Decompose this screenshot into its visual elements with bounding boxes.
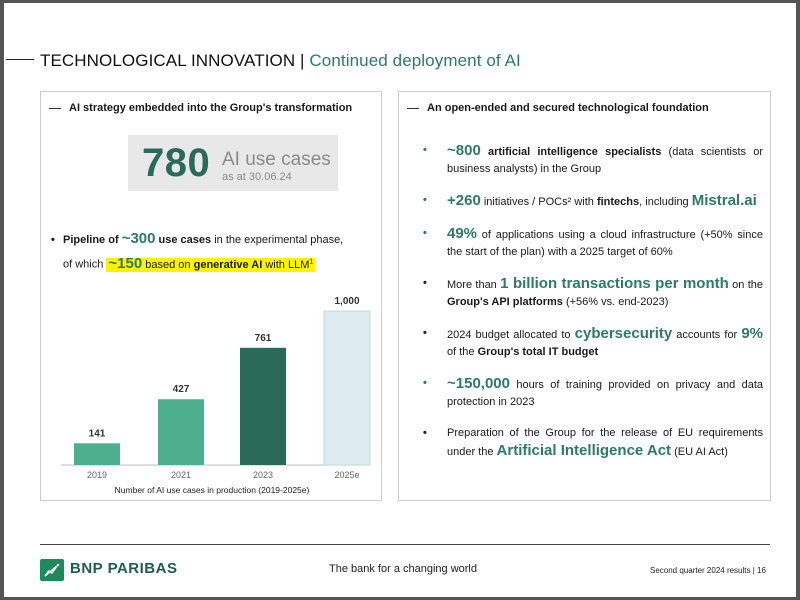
- brand-name: BNP PARIBAS: [70, 560, 178, 577]
- data-label-2019: 141: [88, 428, 106, 440]
- stat-text: hours of training provided on privacy and data protection in 2023: [447, 379, 763, 408]
- bnp-logo-icon: [40, 559, 64, 581]
- data-label-2025e: 1,000: [334, 296, 360, 307]
- pipeline-p3: in the experimental phase,: [214, 234, 344, 246]
- pipeline-p4: of which: [63, 258, 104, 271]
- pipeline-n2: ~150: [108, 254, 143, 272]
- x-tick-2025e: 2025e: [334, 470, 360, 480]
- stat-value: 49%: [447, 225, 478, 242]
- use-cases-chart: [41, 282, 383, 502]
- stat-text-3: of the: [447, 346, 475, 358]
- pipeline-p5: based on: [145, 258, 191, 271]
- data-label-2023: 761: [254, 332, 272, 344]
- bar-2023: [240, 348, 286, 465]
- bullet-eu-ai-act: [419, 425, 763, 461]
- page-title: [40, 51, 521, 71]
- bullet-ai-specialists: [419, 142, 763, 178]
- slide: [4, 3, 796, 597]
- kpi-box: [128, 135, 338, 191]
- bullet-dot: •: [423, 377, 427, 389]
- footer-rule: [40, 544, 770, 545]
- x-tick-2021: 2021: [170, 470, 192, 480]
- x-tick-2019: 2019: [86, 470, 108, 480]
- stat-value: +260: [447, 192, 481, 209]
- kpi-value: 780: [142, 141, 211, 185]
- bullet-cybersecurity: [419, 325, 763, 361]
- pipeline-sup: 1: [309, 258, 314, 265]
- title-main: TECHNOLOGICAL INNOVATION |: [40, 51, 305, 70]
- stat-value: ~800: [447, 142, 481, 159]
- tech-foundation-panel: [398, 91, 771, 501]
- stat-bold: fintechs: [596, 196, 640, 208]
- bullet-dot: •: [423, 227, 427, 239]
- bullet-dot: •: [423, 277, 427, 289]
- pipeline-p7: with LLM: [265, 258, 310, 271]
- foundation-bullets: [419, 142, 763, 461]
- stat-value-2: 9%: [741, 325, 763, 342]
- bullet-dot: •: [423, 144, 427, 156]
- bullet-dot: •: [51, 234, 55, 246]
- title-sub: Continued deployment of AI: [309, 51, 521, 70]
- x-tick-2023: 2023: [252, 470, 274, 480]
- bar-chart-svg: [41, 282, 383, 497]
- pipeline-n1: ~300: [121, 230, 156, 247]
- bar-2021: [158, 399, 204, 465]
- stat-value: Artificial Intelligence Act: [496, 442, 672, 459]
- stat-text: Preparation of the Group for the release of EU requirements under the: [447, 427, 763, 458]
- bullet-dot: •: [423, 427, 427, 439]
- bullet-fintech-initiatives: [419, 192, 763, 211]
- stat-text: initiatives / POCs² with: [483, 196, 594, 208]
- data-label-2021: 427: [172, 384, 190, 396]
- ai-strategy-panel: [40, 91, 382, 501]
- stat-value: ~150,000: [447, 375, 510, 392]
- stat-value: cybersecurity: [574, 325, 673, 342]
- page-note: Second quarter 2024 results | 16: [650, 566, 766, 575]
- stat-text-2: (EU AI Act): [674, 446, 728, 458]
- stat-text-2: on the: [732, 279, 764, 291]
- stat-text-3: (+56% vs. end-2023): [565, 296, 669, 308]
- stat-text: (data scientists or business analysts) in the Group: [447, 146, 764, 175]
- pipeline-p6: generative AI: [193, 258, 263, 271]
- x-axis-title: Number of AI use cases in production (2019-2025e): [114, 485, 310, 495]
- pipeline-highlight: [106, 254, 315, 272]
- pipeline-p1: Pipeline of: [63, 234, 119, 246]
- stat-bold: artificial intelligence specialists: [488, 146, 662, 158]
- right-heading-text: An open-ended and secured technological foundation: [427, 102, 709, 114]
- bar-2025e: [324, 311, 370, 465]
- stat-bold: Group's total IT budget: [477, 346, 599, 358]
- stat-value: 1 billion transactions per month: [500, 275, 729, 292]
- stat-bold: Group's API platforms: [447, 296, 563, 308]
- bullet-dot: •: [423, 327, 427, 339]
- pipeline-p2: use cases: [158, 234, 212, 246]
- left-heading-text: AI strategy embedded into the Group's transformation: [69, 102, 353, 114]
- heading-dash: [49, 108, 61, 109]
- kpi-label: AI use cases: [222, 149, 331, 170]
- pipeline-text: [51, 228, 371, 276]
- stat-text-2: accounts for: [676, 329, 738, 341]
- left-panel-heading: [49, 102, 352, 114]
- bullet-api-transactions: [419, 275, 763, 311]
- bullet-dot: •: [423, 194, 427, 206]
- stat-text: 2024 budget allocated to: [447, 329, 571, 341]
- title-rule: [6, 59, 34, 60]
- bar-2019: [74, 443, 120, 465]
- right-panel-heading: [407, 102, 709, 114]
- stat-value-2: Mistral.ai: [691, 192, 757, 209]
- stat-text: More than: [447, 279, 497, 291]
- bullet-training-hours: [419, 375, 763, 411]
- stat-text-2: , including: [639, 196, 689, 208]
- stat-text: of applications using a cloud infrastructure (+50% since the start of the plan) with a 2025 target of 60%: [447, 229, 763, 258]
- bullet-cloud-apps: [419, 225, 763, 261]
- kpi-date: as at 30.06.24: [222, 171, 292, 183]
- tagline: The bank for a changing world: [329, 563, 477, 575]
- heading-dash: [407, 108, 419, 109]
